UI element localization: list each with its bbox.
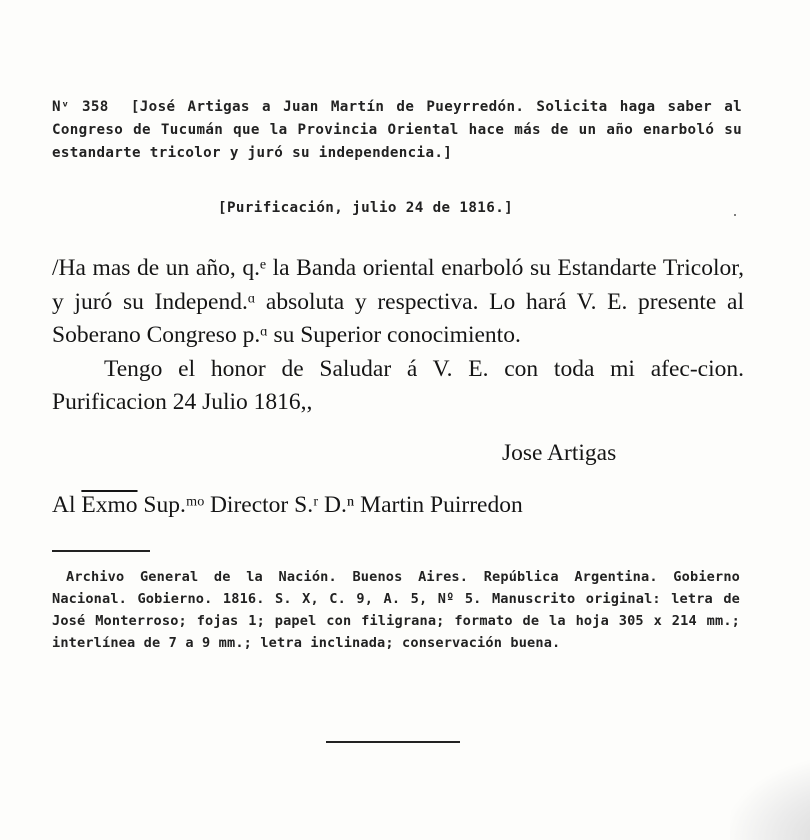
document-number: Nᵛ 358: [52, 99, 109, 115]
signature: Jose Artigas: [502, 440, 617, 466]
letter-paragraph-1: /Ha mas de un año, q.ᵉ la Banda oriental enarboló su Estandarte Tricolor, y juró su Independ.ᵅ absoluta y respectiva. Lo hará V. E. presente al Soberano Congreso p.ᵅ su Superior conocimiento.: [52, 255, 744, 348]
page-corner-shadow: [730, 760, 810, 840]
address-title-abbrev: Exmo: [81, 492, 138, 518]
footnote-divider: [52, 550, 150, 552]
addressee-line: [52, 492, 523, 519]
end-rule: [326, 741, 460, 743]
print-speck: [734, 214, 736, 216]
archive-footnote: Archivo General de la Nación. Buenos Aires. República Argentina. Gobierno Nacional. Gobierno. 1816. S. X, C. 9, A. 5, Nº 5. Manuscrito original: letra de José Monterroso; fojas 1; papel con filigrana; formato de la hoja 305 x 214 mm.; interlínea de 7 a 9 mm.; letra inclinada; conservación buena.: [52, 569, 740, 651]
document-date: [Purificación, julio 24 de 1816.]: [218, 200, 514, 216]
document-header: [52, 96, 742, 165]
letter-body: [52, 252, 744, 420]
letter-paragraph-2: Tengo el honor de Saludar á V. E. con toda mi afec-cion. Purificacion 24 Julio 1816,,: [52, 355, 744, 415]
address-prefix: Al: [52, 492, 82, 518]
document-summary: [José Artigas a Juan Martín de Pueyrredón. Solicita haga saber al Congreso de Tucumán que la Provincia Oriental hace más de un año enarboló su estandarte tricolor y juró su independencia.]: [52, 99, 742, 161]
address-rest: Sup.ᵐᵒ Director S.ʳ D.ⁿ Martin Puirredon: [137, 492, 523, 518]
